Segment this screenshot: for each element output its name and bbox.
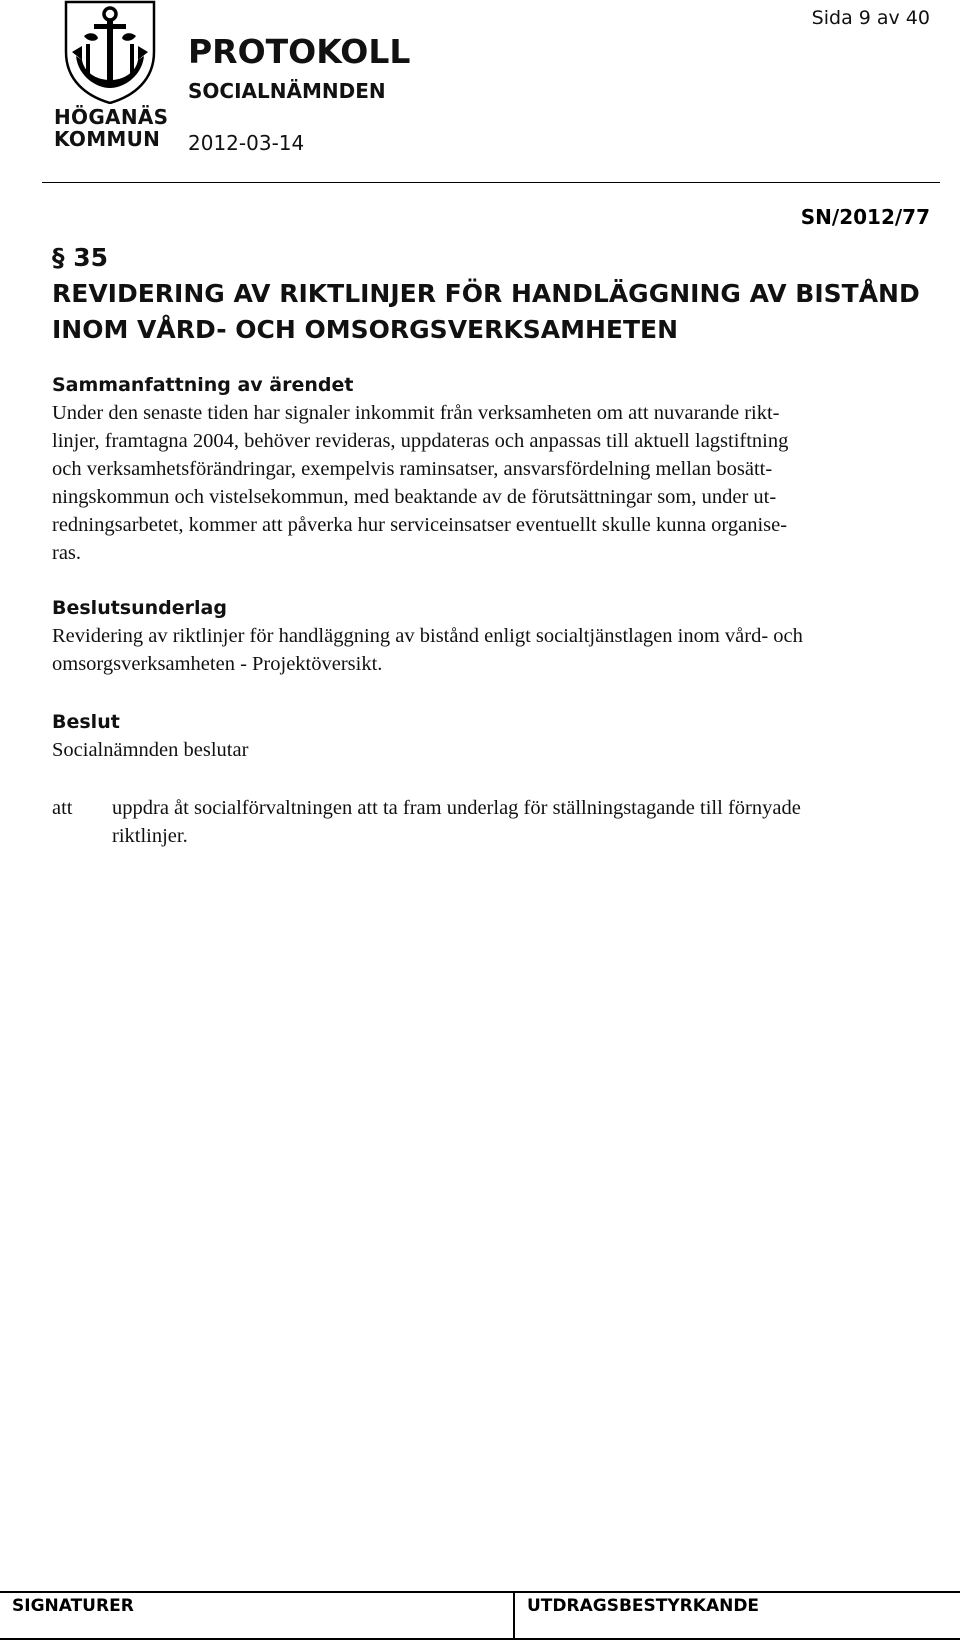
anchor-shield-icon <box>52 0 168 104</box>
case-number: SN/2012/77 <box>800 205 930 229</box>
basis-heading: Beslutsunderlag <box>52 597 227 619</box>
basis-text: Revidering av riktlinjer för handläggning av bistånd enligt socialtjänstlagen inom vård- och omsorgsverksamheten - Projektöversikt. <box>52 625 803 675</box>
header-divider <box>42 182 940 183</box>
decision-intro: Socialnämnden beslutar <box>52 739 249 761</box>
footer-signature-bar <box>0 1591 960 1640</box>
signatures-cell <box>0 1593 515 1638</box>
decision-heading: Beslut <box>52 711 120 733</box>
certification-label: UTDRAGSBESTYRKANDE <box>527 1596 760 1616</box>
summary-block <box>52 371 932 567</box>
basis-block <box>52 594 932 678</box>
committee-name: SOCIALNÄMNDEN <box>188 79 386 103</box>
summary-heading: Sammanfattning av ärendet <box>52 374 354 396</box>
signatures-label: SIGNATURER <box>12 1596 134 1616</box>
decision-key: att <box>52 797 73 819</box>
document-title: PROTOKOLL <box>188 32 411 71</box>
decision-text: uppdra åt socialförvaltningen att ta fram underlag för ställningstagande till förnyade riktlinjer. <box>112 797 801 847</box>
page-number: Sida 9 av 40 <box>811 7 930 29</box>
decision-block <box>52 708 932 764</box>
section-title: REVIDERING AV RIKTLINJER FÖR HANDLÄGGNING AV BISTÅND INOM VÅRD- OCH OMSORGSVERKSAMHETEN <box>52 279 920 344</box>
meeting-date: 2012-03-14 <box>188 131 305 155</box>
section-header <box>52 240 932 348</box>
certification-cell <box>515 1593 960 1638</box>
summary-text: Under den senaste tiden har signaler inkommit från verksamheten om att nuvarande rikt- linjer, framtagna 2004, behöver revideras, uppdateras och anpassas till aktuell lagstiftning och verksamhetsförändringar, exempelvis raminsatser, ansvarsfördelning mellan bosätt- ningskommun och vistelsekommun, med beaktande av de förutsättningar som, under ut- redningsarbetet, kommer att påverka hur serviceinsatser eventuellt skulle kunna organise- ras. <box>52 402 789 564</box>
section-number: § 35 <box>52 243 108 272</box>
municipality-name: HÖGANÄS KOMMUN <box>54 105 169 151</box>
